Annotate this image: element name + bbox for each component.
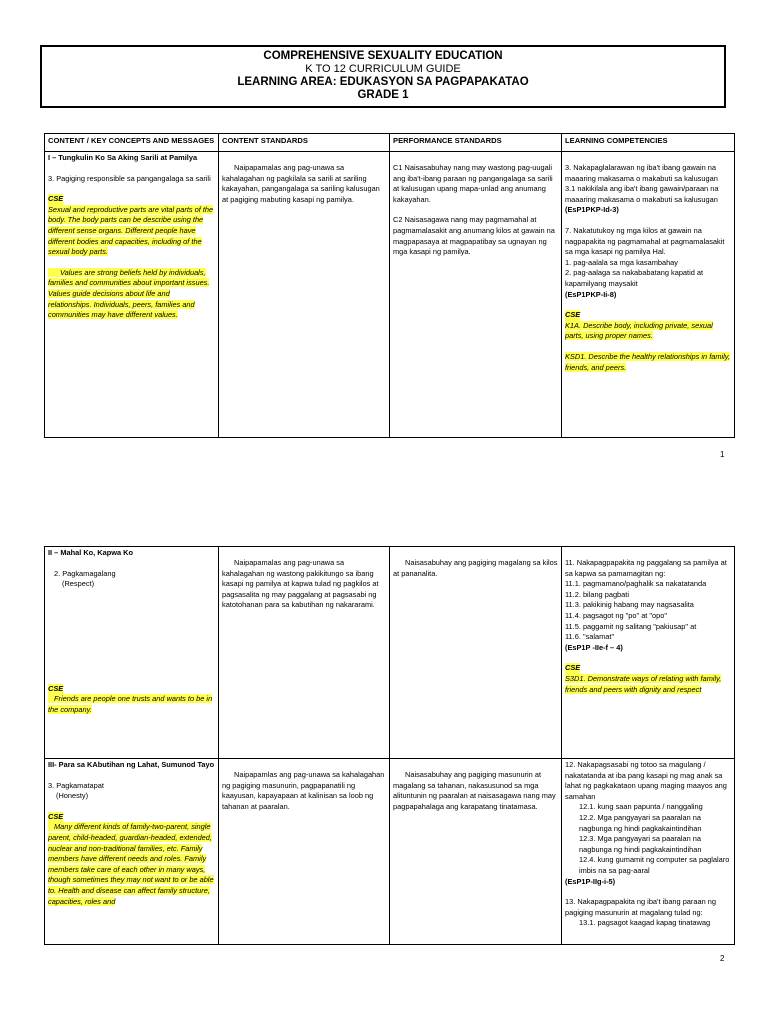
performance-standard-cell: [390, 547, 562, 759]
content-cell: [45, 759, 219, 945]
competency-text: 11. Nakapagpapakita ng paggalang sa pamilya at sa kapwa sa pamamagitan ng:: [565, 558, 727, 578]
row-item-english: (Honesty): [56, 791, 89, 801]
competency-text: 2. pag-aalaga sa nakababatang kapatid at kapamilyang maysakit: [565, 268, 704, 288]
competency-code: (EsP1PKP-Id-3): [565, 205, 619, 215]
cse-competency: S3D1. Demonstrate ways of relating with family, friends and peers with dignity and respect: [565, 673, 722, 694]
competency-text: 1. pag-aalala sa mga kasambahay: [565, 257, 678, 267]
content-standard-text: Naipapamalas ang pag-unawa sa kahalagahan ng pagkilala sa sarili at sariling kakayahan, pangangalaga sa sariling kalusugan at pagiging mabuting kasapi ng pamilya.: [222, 163, 380, 204]
col-header-learning-competencies: LEARNING COMPETENCIES: [562, 134, 735, 152]
performance-standard-text: C1 Naisasabuhay nang may wastong pag-uugali ang iba't-ibang paraan ng pangangalaga sa sarili at kalusugan upang mapa-unlad ang anumang kakayahan.: [393, 163, 553, 204]
cse-label: CSE: [565, 663, 581, 673]
competency-text: 12.1. kung saan papunta / nanggaling: [579, 802, 703, 812]
content-standard-cell: [219, 759, 390, 945]
row-title: II – Mahal Ko, Kapwa Ko: [48, 548, 134, 557]
col-header-performance-standards: PERFORMANCE STANDARDS: [390, 134, 562, 152]
row-item: 3. Pagkamatapat: [48, 780, 104, 790]
competency-text: 11.2. bilang pagbati: [565, 589, 629, 599]
competency-text: 13.1. pagsagot kaagad kapag tinatawag: [579, 918, 711, 928]
row-item: 3. Pagiging responsible sa pangangalaga sa sarili: [48, 173, 211, 183]
header-box: [40, 45, 726, 108]
curriculum-table-2: [44, 546, 735, 945]
row-title: I – Tungkulin Ko Sa Aking Sarili at Pamilya: [48, 153, 198, 162]
cse-text: Sexual and reproductive parts are vital parts of the body. The body parts can be describe using the different sense organs. Different people have different bodies and capacities, including of the sexual body parts.: [48, 204, 214, 257]
competency-text: 12. Nakapagsasabi ng totoo sa magulang / nakatatanda at iba pang kasapi ng mag anak sa lahat ng pagkakataon upang maging maayos ang samahan: [565, 760, 727, 801]
cse-competency: K1A. Describe body, including private, sexual parts, using proper names.: [565, 320, 713, 341]
competency-text: 7. Nakatutukoy ng mga kilos at gawain na nagpapakita ng pagmamahal at pagmamalasakit sa mga kasapi ng pamilya Hal.: [565, 225, 725, 257]
page-number: 2: [720, 954, 725, 963]
cse-label: CSE: [48, 811, 64, 821]
col-header-content-standards: CONTENT STANDARDS: [219, 134, 390, 152]
grade-level: GRADE 1: [357, 89, 409, 101]
learning-competency-cell: [562, 759, 735, 945]
performance-standard-cell: [390, 759, 562, 945]
table-row: [45, 547, 735, 759]
competency-text: 11.1. pagmamano/paghalik sa nakatatanda: [565, 579, 707, 589]
competency-text: 12.4. kung gumamit ng computer sa paglalaro imbis na sa pag-aaral: [579, 855, 730, 875]
cse-text: Friends are people one trusts and wants to be in the company.: [48, 694, 213, 714]
competency-code: (EsP1P -IIe-f – 4): [565, 642, 623, 652]
content-standard-text: Naipapamlas ang pag-unawa sa kahalagahan ng pagiging masunurin, pagpapanatili ng kaayusan, kapayapaan at kalinisan sa loob ng tahanan at paaralan.: [222, 770, 385, 811]
performance-standard-cell: [390, 152, 562, 438]
competency-text: 11.6. "salamat": [565, 632, 615, 642]
competency-text: 3.1 nakikilala ang iba't ibang gawain/paraan na maaaring makasama o makabuti sa kalusugan: [565, 184, 719, 204]
table-row: [45, 759, 735, 945]
cse-label: CSE: [48, 194, 64, 204]
competency-text: 11.3. pakikinig habang may nagsasalita: [565, 600, 694, 610]
doc-subtitle: K TO 12 CURRICULUM GUIDE: [305, 63, 461, 75]
row-item-english: (Respect): [62, 579, 95, 589]
performance-standard-text: C2 Naisasagawa nang may pagmamahal at pagmamalasakit ang anumang kilos at gawain na magpapasaya at magpapatibay sa ugnayan ng mga kasapi ng pamilya.: [393, 215, 555, 257]
content-standard-cell: [219, 547, 390, 759]
doc-title: COMPREHENSIVE SEXUALITY EDUCATION: [263, 50, 503, 62]
learning-competency-cell: [562, 152, 735, 438]
competency-text: 11.4. pagsagot ng "po" at "opo": [565, 610, 667, 620]
competency-code: (EsP1P-IIg-i-5): [565, 876, 616, 886]
col-header-content: CONTENT / KEY CONCEPTS AND MESSAGES: [45, 134, 219, 152]
cse-label: CSE: [48, 683, 64, 693]
competency-code: (EsP1PKP-Ii-8): [565, 289, 617, 299]
competency-text: 13. Nakapagpapakita ng iba't ibang paraan ng pagiging masunurin at magalang tulad ng:: [565, 897, 716, 917]
content-cell: [45, 152, 219, 438]
competency-text: 3. Nakapaglalarawan ng iba't ibang gawain na maaaring makasama o makabuti sa kalusugan: [565, 163, 718, 183]
row-item: 2. Pagkamagalang: [54, 568, 116, 578]
cse-text: Values are strong beliefs held by individuals, families and communities about important issues. Values guide decisions about life and relationships. Individuals, peers, families and communities may have different values.: [48, 267, 210, 320]
content-standard-cell: [219, 152, 390, 438]
performance-standard-text: Naisasabuhay ang pagiging magalang sa kilos at pananalita.: [393, 558, 558, 578]
competency-text: 12.3. Mga pangyayari sa paaralan na nagbunga ng hindi pagkakaintindihan: [579, 834, 702, 854]
curriculum-table-1: [44, 133, 735, 438]
row-title: III- Para sa KAbutihan ng Lahat, Sumunod Tayo: [48, 760, 215, 769]
cse-label: CSE: [565, 310, 581, 320]
content-cell: [45, 547, 219, 759]
cse-text: Many different kinds of family-two-parent, single parent, child-headed, guardian-headed, extended, nuclear and non-traditional families, etc. Family members have different needs and roles. Family members take care of each other in many ways, though sometimes they may not want to or be able to. Health and disease can affect family structure, capacities, roles and: [48, 822, 214, 906]
competency-text: 11.5. paggamit ng salitang "pakiusap" at: [565, 621, 697, 631]
performance-standard-text: Naisasabuhay ang pagiging masunurin at magalang sa tahanan, nakasusunod sa mga alituntunin ng paaralan at naisasagawa nang may pagpapahalaga ang karapatang tinatamasa.: [393, 770, 556, 811]
table-row: [45, 152, 735, 438]
competency-text: 12.2. Mga pangyayari sa paaralan na nagbunga ng hindi pagkakaintindihan: [579, 812, 702, 833]
cse-competency: KSD1. Describe the healthy relationships in family, friends, and peers.: [565, 351, 730, 372]
learning-area: LEARNING AREA: EDUKASYON SA PAGPAPAKATAO: [237, 76, 529, 88]
content-standard-text: Naipapamalas ang pag-unawa sa kahalagahan ng wastong pakikitungo sa ibang kasapi ng pamilya at kapwa tulad ng pagkilos at pagsasalita ng may paggalang at pagsasabi ng katotohanan para sa kabutihan ng nakararami.: [222, 558, 379, 610]
learning-competency-cell: [562, 547, 735, 759]
page-number: 1: [720, 450, 725, 459]
